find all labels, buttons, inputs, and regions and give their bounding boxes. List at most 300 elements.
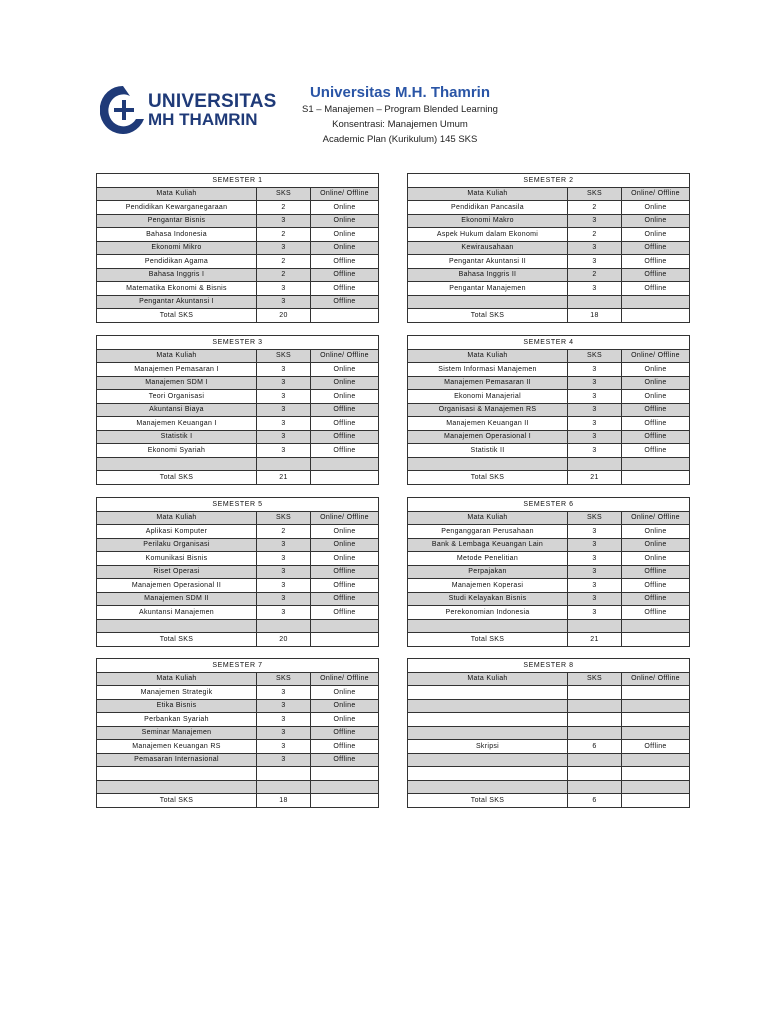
mode-cell: Offline [311, 579, 379, 593]
table-row [97, 241, 379, 255]
course-cell: Manajemen Pemasaran II [408, 376, 568, 390]
column-header-mode: Online/ Offline [622, 349, 690, 363]
course-cell [97, 767, 257, 781]
table-row [408, 444, 690, 458]
semester-table [96, 658, 379, 808]
concentration-line: Konsentrasi: Manajemen Umum [332, 119, 468, 130]
column-header-mode: Online/ Offline [622, 511, 690, 525]
mode-cell [622, 726, 690, 740]
course-cell: Sistem Informasi Manajemen [408, 363, 568, 377]
column-header-course: Mata Kuliah [97, 511, 257, 525]
sks-cell [568, 619, 622, 633]
table-row [97, 268, 379, 282]
table-row [408, 606, 690, 620]
course-cell: Pengantar Bisnis [97, 214, 257, 228]
mode-cell [622, 699, 690, 713]
mode-cell: Offline [622, 740, 690, 754]
column-header-sks: SKS [257, 349, 311, 363]
sks-cell: 3 [257, 699, 311, 713]
table-row [97, 444, 379, 458]
table-row [408, 753, 690, 767]
table-row [408, 579, 690, 593]
sks-cell: 2 [257, 268, 311, 282]
course-cell: Matematika Ekonomi & Bisnis [97, 282, 257, 296]
mode-cell: Offline [622, 255, 690, 269]
mode-cell: Online [311, 201, 379, 215]
column-header-sks: SKS [257, 672, 311, 686]
course-cell: Statistik I [97, 430, 257, 444]
table-row [97, 713, 379, 727]
table-row [97, 214, 379, 228]
course-cell [408, 713, 568, 727]
total-sks-value: 20 [257, 309, 311, 323]
sks-cell: 3 [568, 255, 622, 269]
course-cell: Komunikasi Bisnis [97, 552, 257, 566]
course-cell: Etika Bisnis [97, 699, 257, 713]
sks-cell [257, 457, 311, 471]
sks-cell: 6 [568, 740, 622, 754]
mode-cell: Offline [622, 444, 690, 458]
course-cell [408, 726, 568, 740]
course-cell: Bank & Lembaga Keuangan Lain [408, 538, 568, 552]
mode-cell [622, 713, 690, 727]
course-cell: Pendidikan Agama [97, 255, 257, 269]
table-row [97, 201, 379, 215]
column-header-course: Mata Kuliah [408, 349, 568, 363]
sks-cell: 3 [257, 417, 311, 431]
column-header-sks: SKS [257, 511, 311, 525]
sks-cell: 3 [257, 740, 311, 754]
program-line: S1 – Manajemen – Program Blended Learning [302, 104, 498, 115]
mode-cell [311, 619, 379, 633]
table-row [408, 713, 690, 727]
table-row [408, 525, 690, 539]
table-row [408, 686, 690, 700]
table-row [97, 403, 379, 417]
course-cell: Manajemen Operasional II [97, 579, 257, 593]
semester-title: SEMESTER 7 [97, 659, 379, 673]
mode-cell: Offline [622, 241, 690, 255]
mode-cell: Online [311, 686, 379, 700]
course-cell: Manajemen SDM I [97, 376, 257, 390]
total-blank-cell [311, 471, 379, 485]
course-cell: Pengantar Akuntansi II [408, 255, 568, 269]
table-row [408, 214, 690, 228]
mode-cell: Online [622, 552, 690, 566]
total-label: Total SKS [97, 633, 257, 647]
table-row [408, 552, 690, 566]
course-cell: Aplikasi Komputer [97, 525, 257, 539]
table-row [97, 228, 379, 242]
semester-title: SEMESTER 1 [97, 174, 379, 188]
table-row [408, 268, 690, 282]
total-sks-value: 21 [568, 471, 622, 485]
sks-cell: 3 [568, 579, 622, 593]
column-header-mode: Online/ Offline [311, 349, 379, 363]
mode-cell: Offline [622, 606, 690, 620]
course-cell: Teori Organisasi [97, 390, 257, 404]
course-cell [97, 619, 257, 633]
table-row [97, 430, 379, 444]
table-row [97, 565, 379, 579]
table-row [408, 430, 690, 444]
course-cell: Ekonomi Syariah [97, 444, 257, 458]
semester-table [407, 497, 690, 647]
course-cell: Pengantar Akuntansi I [97, 295, 257, 309]
column-header-sks: SKS [568, 187, 622, 201]
sks-cell [568, 699, 622, 713]
column-header-mode: Online/ Offline [622, 672, 690, 686]
semester-table [96, 173, 379, 323]
course-cell: Manajemen Strategik [97, 686, 257, 700]
table-row [408, 592, 690, 606]
mode-cell: Offline [622, 592, 690, 606]
mode-cell: Online [622, 201, 690, 215]
table-row [408, 390, 690, 404]
mode-cell [622, 457, 690, 471]
sks-cell: 3 [568, 390, 622, 404]
university-logo [100, 84, 277, 136]
semester-title: SEMESTER 8 [408, 659, 690, 673]
course-cell: Pengantar Manajemen [408, 282, 568, 296]
course-cell: Manajemen Operasional I [408, 430, 568, 444]
sks-cell: 3 [257, 565, 311, 579]
mode-cell: Offline [622, 268, 690, 282]
course-cell: Ekonomi Makro [408, 214, 568, 228]
sks-cell: 2 [257, 255, 311, 269]
column-header-mode: Online/ Offline [311, 187, 379, 201]
column-header-course: Mata Kuliah [97, 672, 257, 686]
mode-cell: Offline [622, 403, 690, 417]
column-header-sks: SKS [568, 349, 622, 363]
mode-cell: Offline [311, 726, 379, 740]
table-row [97, 753, 379, 767]
semester-title: SEMESTER 3 [97, 336, 379, 350]
table-row [97, 767, 379, 781]
table-row [408, 780, 690, 794]
course-cell: Perbankan Syariah [97, 713, 257, 727]
column-header-sks: SKS [568, 672, 622, 686]
course-cell [408, 457, 568, 471]
course-cell: Perilaku Organisasi [97, 538, 257, 552]
course-cell: Skripsi [408, 740, 568, 754]
table-row [408, 767, 690, 781]
mode-cell: Online [311, 713, 379, 727]
mode-cell: Offline [622, 579, 690, 593]
course-cell: Manajemen Keuangan II [408, 417, 568, 431]
sks-cell: 3 [568, 417, 622, 431]
logo-cross-icon [100, 84, 146, 134]
mode-cell: Online [311, 699, 379, 713]
mode-cell: Offline [311, 417, 379, 431]
sks-cell: 3 [257, 241, 311, 255]
mode-cell [622, 686, 690, 700]
table-row [408, 403, 690, 417]
sks-cell: 3 [568, 538, 622, 552]
mode-cell: Offline [311, 430, 379, 444]
table-row [97, 390, 379, 404]
column-header-mode: Online/ Offline [622, 187, 690, 201]
sks-cell: 3 [568, 363, 622, 377]
logo-text-mh-thamrin: MH THAMRIN [148, 110, 258, 129]
sks-cell: 3 [568, 430, 622, 444]
table-row [97, 699, 379, 713]
table-row [97, 780, 379, 794]
mode-cell: Offline [311, 592, 379, 606]
mode-cell: Online [622, 390, 690, 404]
total-label: Total SKS [408, 309, 568, 323]
sks-cell: 3 [568, 592, 622, 606]
mode-cell: Online [622, 214, 690, 228]
sks-cell: 2 [257, 228, 311, 242]
sks-cell [568, 457, 622, 471]
table-row [97, 376, 379, 390]
column-header-mode: Online/ Offline [311, 511, 379, 525]
sks-cell: 3 [257, 444, 311, 458]
sks-cell: 3 [257, 430, 311, 444]
total-label: Total SKS [97, 794, 257, 808]
table-row [97, 606, 379, 620]
total-sks-value: 18 [257, 794, 311, 808]
table-row [97, 363, 379, 377]
sks-cell: 3 [257, 376, 311, 390]
mode-cell: Online [622, 538, 690, 552]
total-sks-value: 20 [257, 633, 311, 647]
course-cell: Ekonomi Mikro [97, 241, 257, 255]
course-cell [408, 753, 568, 767]
sks-cell: 2 [568, 268, 622, 282]
course-cell: Perpajakan [408, 565, 568, 579]
mode-cell [622, 780, 690, 794]
sks-cell: 3 [257, 282, 311, 296]
table-row [408, 363, 690, 377]
table-row [97, 457, 379, 471]
sks-cell: 3 [257, 390, 311, 404]
mode-cell: Offline [311, 268, 379, 282]
course-cell [408, 619, 568, 633]
sks-cell: 2 [568, 228, 622, 242]
mode-cell [622, 753, 690, 767]
course-cell [408, 686, 568, 700]
course-cell: Seminar Manajemen [97, 726, 257, 740]
sks-cell: 3 [568, 241, 622, 255]
total-blank-cell [311, 633, 379, 647]
sks-cell [257, 767, 311, 781]
sks-cell: 3 [568, 403, 622, 417]
column-header-sks: SKS [568, 511, 622, 525]
table-row [97, 295, 379, 309]
mode-cell: Online [622, 525, 690, 539]
table-row [408, 282, 690, 296]
table-row [97, 255, 379, 269]
course-cell: Pendidikan Kewarganegaraan [97, 201, 257, 215]
mode-cell: Online [622, 363, 690, 377]
total-blank-cell [622, 471, 690, 485]
mode-cell: Online [311, 363, 379, 377]
mode-cell: Online [311, 552, 379, 566]
course-cell [408, 295, 568, 309]
mode-cell: Online [311, 390, 379, 404]
table-row [408, 228, 690, 242]
table-row [97, 417, 379, 431]
table-row [97, 579, 379, 593]
sks-cell: 3 [568, 525, 622, 539]
table-row [97, 726, 379, 740]
table-row [408, 241, 690, 255]
sks-cell [568, 726, 622, 740]
mode-cell: Offline [622, 282, 690, 296]
mode-cell: Online [311, 538, 379, 552]
mode-cell: Offline [311, 606, 379, 620]
total-sks-value: 18 [568, 309, 622, 323]
course-cell: Ekonomi Manajerial [408, 390, 568, 404]
mode-cell [311, 457, 379, 471]
course-cell: Akuntansi Biaya [97, 403, 257, 417]
table-row [408, 538, 690, 552]
academic-plan-line: Academic Plan (Kurikulum) 145 SKS [322, 134, 478, 145]
table-row [408, 255, 690, 269]
total-label: Total SKS [408, 471, 568, 485]
course-cell: Bahasa Indonesia [97, 228, 257, 242]
table-row [408, 619, 690, 633]
mode-cell [622, 767, 690, 781]
course-cell: Akuntansi Manajemen [97, 606, 257, 620]
total-label: Total SKS [408, 633, 568, 647]
total-blank-cell [311, 309, 379, 323]
sks-cell: 3 [257, 214, 311, 228]
mode-cell: Online [311, 228, 379, 242]
mode-cell: Offline [622, 430, 690, 444]
column-header-course: Mata Kuliah [408, 672, 568, 686]
mode-cell [622, 295, 690, 309]
mode-cell: Online [311, 241, 379, 255]
logo-text-universitas: UNIVERSITAS [148, 91, 277, 112]
table-row [408, 376, 690, 390]
total-sks-value: 21 [568, 633, 622, 647]
mode-cell: Offline [311, 753, 379, 767]
course-cell: Pendidikan Pancasila [408, 201, 568, 215]
table-row [97, 525, 379, 539]
course-cell: Metode Penelitian [408, 552, 568, 566]
column-header-sks: SKS [257, 187, 311, 201]
sks-cell [568, 767, 622, 781]
sks-cell: 3 [257, 295, 311, 309]
total-sks-value: 6 [568, 794, 622, 808]
semester-title: SEMESTER 5 [97, 498, 379, 512]
total-sks-value: 21 [257, 471, 311, 485]
course-cell: Studi Kelayakan Bisnis [408, 592, 568, 606]
mode-cell: Online [311, 525, 379, 539]
course-cell: Riset Operasi [97, 565, 257, 579]
total-label: Total SKS [408, 794, 568, 808]
mode-cell: Offline [311, 565, 379, 579]
mode-cell [311, 767, 379, 781]
sks-cell [568, 295, 622, 309]
sks-cell: 3 [257, 552, 311, 566]
sks-cell: 3 [257, 753, 311, 767]
sks-cell [257, 780, 311, 794]
table-row [408, 726, 690, 740]
mode-cell: Offline [311, 255, 379, 269]
table-row [408, 201, 690, 215]
table-row [408, 699, 690, 713]
sks-cell: 3 [568, 376, 622, 390]
mode-cell: Online [622, 376, 690, 390]
course-cell [408, 699, 568, 713]
sks-cell: 3 [568, 565, 622, 579]
total-blank-cell [622, 309, 690, 323]
mode-cell: Offline [622, 417, 690, 431]
mode-cell: Offline [311, 403, 379, 417]
table-row [97, 538, 379, 552]
semester-table [96, 497, 379, 647]
course-cell: Manajemen Pemasaran I [97, 363, 257, 377]
sks-cell: 3 [257, 403, 311, 417]
mode-cell: Offline [622, 565, 690, 579]
table-row [97, 552, 379, 566]
course-cell: Perekonomian Indonesia [408, 606, 568, 620]
sks-cell: 3 [257, 606, 311, 620]
course-cell [408, 780, 568, 794]
course-cell: Manajemen Keuangan RS [97, 740, 257, 754]
semester-table [407, 335, 690, 485]
university-title: Universitas M.H. Thamrin [309, 84, 491, 101]
sks-cell: 3 [257, 579, 311, 593]
column-header-course: Mata Kuliah [408, 187, 568, 201]
sks-cell: 3 [568, 606, 622, 620]
sks-cell: 2 [257, 201, 311, 215]
course-cell [408, 767, 568, 781]
column-header-course: Mata Kuliah [97, 349, 257, 363]
total-label: Total SKS [97, 471, 257, 485]
semester-table [407, 173, 690, 323]
table-row [408, 740, 690, 754]
course-cell: Pemasaran Internasional [97, 753, 257, 767]
table-row [97, 282, 379, 296]
sks-cell: 3 [257, 686, 311, 700]
sks-cell [568, 753, 622, 767]
sks-cell: 3 [568, 214, 622, 228]
sks-cell [568, 686, 622, 700]
semester-title: SEMESTER 2 [408, 174, 690, 188]
mode-cell: Offline [311, 740, 379, 754]
course-cell [97, 780, 257, 794]
sks-cell: 2 [257, 525, 311, 539]
table-row [408, 565, 690, 579]
sks-cell: 3 [257, 363, 311, 377]
column-header-mode: Online/ Offline [311, 672, 379, 686]
mode-cell: Online [311, 376, 379, 390]
table-row [97, 740, 379, 754]
sks-cell: 3 [568, 444, 622, 458]
course-cell: Manajemen SDM II [97, 592, 257, 606]
course-cell: Aspek Hukum dalam Ekonomi [408, 228, 568, 242]
course-cell: Manajemen Koperasi [408, 579, 568, 593]
sks-cell: 3 [568, 282, 622, 296]
total-blank-cell [311, 794, 379, 808]
total-blank-cell [622, 794, 690, 808]
course-cell: Manajemen Keuangan I [97, 417, 257, 431]
mode-cell [311, 780, 379, 794]
table-row [408, 457, 690, 471]
semester-title: SEMESTER 6 [408, 498, 690, 512]
total-label: Total SKS [97, 309, 257, 323]
total-blank-cell [622, 633, 690, 647]
table-row [408, 295, 690, 309]
column-header-course: Mata Kuliah [97, 187, 257, 201]
table-row [97, 592, 379, 606]
mode-cell [622, 619, 690, 633]
